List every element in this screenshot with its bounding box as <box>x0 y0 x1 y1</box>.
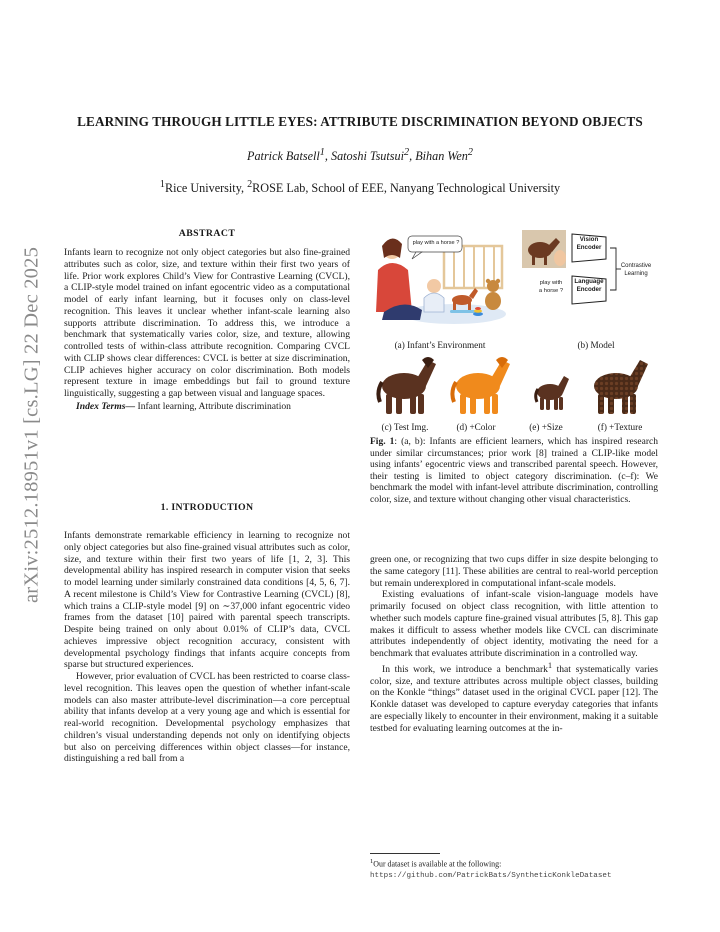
right-paragraph-3 <box>370 660 658 735</box>
right-paragraph-3-b: that systematically varies color, size, and texture attributes across multiple object classes, building on the Konkle “things” dataset used in the original CVCL paper [12]. The Konkle dataset was developed to capture everyday categories that infants are especially likely to encounter in their environment, making it a suitable testbed for evaluating learning outcomes at the in- <box>370 663 658 734</box>
index-terms <box>64 401 350 413</box>
horse-texture-variant <box>594 360 648 414</box>
horse-test-image <box>378 357 436 414</box>
right-paragraph-3-a: In this work, we introduce a benchmark <box>382 663 548 675</box>
affil-sup-1: 1 <box>159 179 165 190</box>
model-text-input <box>532 280 570 295</box>
intro-heading: 1. INTRODUCTION <box>160 502 254 513</box>
subcaption-e: (e) +Size <box>529 422 563 432</box>
footnote <box>370 857 662 881</box>
vision-encoder-label <box>572 236 606 252</box>
author-3: Bihan Wen <box>415 149 468 164</box>
arxiv-id: arXiv:2512.18951v1 [cs.LG] 22 Dec 2025 <box>20 246 43 604</box>
paper-title: LEARNING THROUGH LITTLE EYES: ATTRIBUTE DISCRIMINATION BEYOND OBJECTS <box>77 114 643 129</box>
author-3-sup: 2 <box>467 147 473 158</box>
horse-size-variant <box>536 376 569 410</box>
figure-1-caption <box>370 437 658 507</box>
right-column-body <box>370 554 658 734</box>
affil-1: Rice University, <box>164 181 248 196</box>
intro-paragraph-1: Infants demonstrate remarkable efficiency in learning to recognize not only object categories but also fine-grained visual attributes such as color, size, and texture within their first two years of life [1, 2, 3]. This developmental ability has inspired research in computer vision that seeks to model learning under similarly constrained data conditions [4, 5, 6, 7]. A recent milestone is Child’s View for Contrastive Learning (CVCL) [8], which trains a CLIP-style model [9] on ∼37,000 infant egocentric video frames from the dataset [10] paired with parental speech transcripts. Despite being trained on only about 0.01% of CLIP’s data, CVCL achieves impressive object recognition accuracy, consistent with developmental psychology findings that infants acquire concepts from sparse but structured experiences. <box>64 530 350 671</box>
language-encoder-line-2: Encoder <box>576 286 602 293</box>
language-encoder-label <box>572 278 606 294</box>
teddy-bear-icon <box>485 279 501 310</box>
contrastive-line-2: Learning <box>624 271 648 277</box>
vision-encoder-line-2: Encoder <box>576 244 602 251</box>
abstract-body <box>64 247 350 413</box>
test-horses-row <box>374 356 660 418</box>
subcaption-f: (f) +Texture <box>597 422 643 432</box>
index-terms-text: Infant learning, Attribute discrimination <box>137 400 291 412</box>
author-2-sup: 2 <box>404 147 410 158</box>
subcaption-a: (a) Infant’s Environment <box>394 340 486 350</box>
model-text-line-1: play with <box>539 280 563 286</box>
footnote-rule <box>370 853 440 854</box>
intro-paragraph-2: However, prior evaluation of CVCL has been restricted to coarse class-level recognition. This leaves open the question of whether infant-scale models can also master attribute-level discrimination—a core perceptual ability that infants develop at a very young age and which is essential for real-world recognition. Developmental psychology emphasizes that children’s visual understanding depends not only on identifying objects but also on perceiving differences within object classes—for instance, distinguishing a red ball from a <box>64 671 350 765</box>
author-2: Satoshi Tsutsui <box>330 149 405 164</box>
contrastive-learning-label <box>614 262 658 278</box>
right-paragraph-2: Existing evaluations of infant-scale vision-language models have primarily focused on object class recognition, with little attention to whether such models capture fine-grained visual attributes [5, 8]. This gap makes it difficult to assess whether models like CVCL can discriminate attributes independently of object identity, motivating the need for a benchmark that evaluates attribute discrimination in a controlled way. <box>370 589 658 659</box>
arxiv-sidebar <box>12 165 52 685</box>
vision-encoder-line-1: Vision <box>579 236 599 243</box>
affil-sup-2: 2 <box>247 179 253 190</box>
footnote-text: Our dataset is available at the following: <box>373 859 502 869</box>
author-1: Patrick Batsell <box>247 149 320 164</box>
abstract-text: Infants learn to recognize not only object categories but also fine-grained attributes such as color, size, and texture within their first two years of life. Prior work explores Child’s View for Contrastive Learning (CVCL), a CLIP-style model trained on infant egocentric video as a computational model of early infant learning, but it focuses only on class-level recognition. This leaves it unclear whether infant-scale learning also supports attribute discrimination. To address this, we introduce a benchmark that systematically varies color, size, and texture, allowing controlled tests of within-class attribute recognition. Comparing CVCL with CLIP shows clear differences: CVCL is better at size discrimination, CLIP achieves higher accuracy on color discrimination. Both models represent texture in image embeddings but fail to ground texture linguistically, suggesting a gap between visual and language spaces. <box>64 247 350 399</box>
footnote-url-link[interactable]: https://github.com/PatrickBats/SyntheticKonkleDataset <box>370 871 612 880</box>
horse-color-variant <box>452 357 510 414</box>
footnote-ref: 1 <box>547 660 552 670</box>
subcaption-d: (d) +Color <box>456 422 496 432</box>
intro-body <box>64 530 350 765</box>
right-paragraph-1: green one, or recognizing that two cups differ in size despite belonging to the same category [11]. These abilities are central to real-world perception but remain underexplored in computational infant-scale models. <box>370 554 658 589</box>
subcaption-b: (b) Model <box>577 340 615 350</box>
figure-1 <box>370 228 660 432</box>
speech-bubble-text: play with a horse ? <box>412 240 460 246</box>
figure-1-caption-text: : (a, b): Infants are efficient learners, which has inspired research under similar circumstances; prior work [8] trained a CLIP-like model using infants’ egocentric views and transcribed parental speech. However, their testing is limited to object category discrimination. (c–f): We benchmark the model with infant-level attribute discrimination, controlling color, size, and texture without changing other visual characteristics. <box>370 437 658 505</box>
abstract-heading: ABSTRACT <box>178 228 236 239</box>
affil-2: ROSE Lab, School of EEE, Nanyang Technological University <box>252 181 561 196</box>
subcaption-c: (c) Test Img. <box>381 422 429 432</box>
language-encoder-line-1: Language <box>574 278 604 285</box>
author-list: Patrick Batsell$^1$, Satoshi Tsutsui$^2$, Bihan Wen$^2$ <box>247 147 473 164</box>
index-terms-label: Index Terms— <box>76 400 136 412</box>
contrastive-line-1: Contrastive <box>620 263 652 269</box>
model-text-line-2: a horse ? <box>538 287 564 294</box>
footnote-sup: 1 <box>370 858 374 865</box>
affiliations <box>60 179 660 196</box>
figure-1-label: Fig. 1 <box>370 437 395 447</box>
author-1-sup: 1 <box>319 147 325 158</box>
